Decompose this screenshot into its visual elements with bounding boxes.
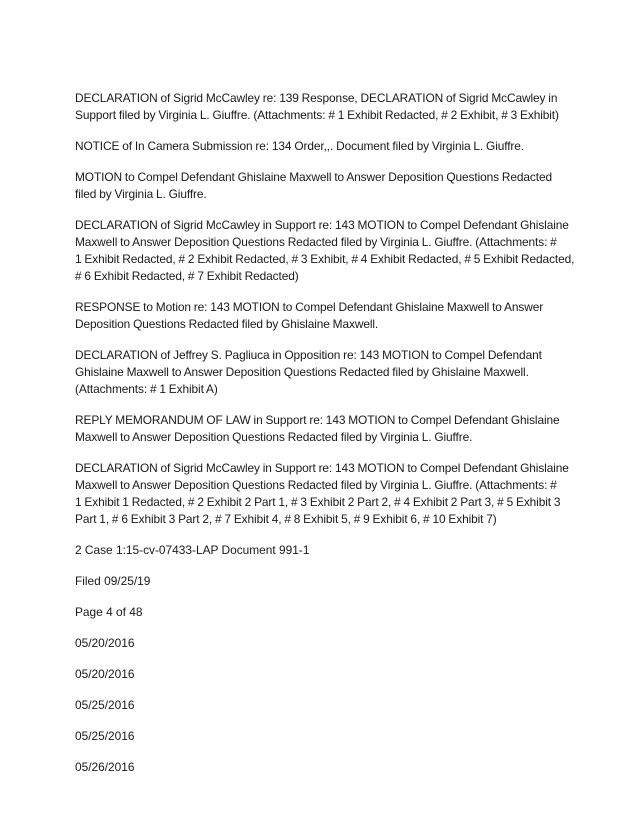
- docket-entry: [75, 299, 565, 333]
- entry-line: DECLARATION of Sigrid McCawley in Support re: 143 MOTION to Compel Defendant Ghislaine: [75, 461, 569, 475]
- entry-line: Ghislaine Maxwell to Answer Deposition Questions Redacted filed by Ghislaine Maxwell.: [75, 365, 529, 379]
- entry-line: MOTION to Compel Defendant Ghislaine Maxwell to Answer Deposition Questions Redacted: [75, 170, 553, 184]
- entry-line: DECLARATION of Jeffrey S. Pagliuca in Opposition re: 143 MOTION to Compel Defendant: [75, 348, 542, 362]
- entry-date: 05/25/2016: [75, 729, 135, 743]
- entry-line: Support filed by Virginia L. Giuffre. (Attachments: # 1 Exhibit Redacted, # 2 Exhibit, # 3 Exhibit): [75, 108, 559, 122]
- case-header: 2 Case 1:15-cv-07433-LAP Document 991-1: [75, 543, 310, 557]
- docket-entry: [75, 460, 569, 528]
- entry-line: REPLY MEMORANDUM OF LAW in Support re: 143 MOTION to Compel Defendant Ghislaine: [75, 413, 560, 427]
- entry-line: 1 Exhibit 1 Redacted, # 2 Exhibit 2 Part 1, # 3 Exhibit 2 Part 2, # 4 Exhibit 2 Part 3, # 5 Exhibit 3: [75, 495, 561, 509]
- entry-line: filed by Virginia L. Giuffre.: [75, 187, 207, 201]
- docket-entry: [75, 138, 565, 155]
- entry-date: 05/26/2016: [75, 760, 135, 774]
- entry-line: Maxwell to Answer Deposition Questions Redacted filed by Virginia L. Giuffre. (Attachments: #: [75, 478, 557, 492]
- docket-entry: [75, 347, 565, 398]
- entry-line: (Attachments: # 1 Exhibit A): [75, 382, 218, 396]
- page-number: Page 4 of 48: [75, 605, 143, 619]
- entry-line: Part 1, # 6 Exhibit 3 Part 2, # 7 Exhibit 4, # 8 Exhibit 5, # 9 Exhibit 6, # 10 Exhibit 7): [75, 512, 497, 526]
- docket-entry: [75, 217, 575, 285]
- entry-line: 1 Exhibit Redacted, # 2 Exhibit Redacted, # 3 Exhibit, # 4 Exhibit Redacted, # 5 Exhibit Redacted,: [75, 252, 575, 266]
- docket-content: [75, 90, 575, 790]
- filed-date: Filed 09/25/19: [75, 574, 151, 588]
- entry-line: DECLARATION of Sigrid McCawley re: 139 Response, DECLARATION of Sigrid McCawley in: [75, 91, 558, 105]
- docket-entry: [75, 412, 565, 446]
- entry-line: # 6 Exhibit Redacted, # 7 Exhibit Redacted): [75, 269, 299, 283]
- entry-line: Deposition Questions Redacted filed by Ghislaine Maxwell.: [75, 317, 379, 331]
- entry-line: NOTICE of In Camera Submission re: 134 Order,,. Document filed by Virginia L. Giuffre.: [75, 139, 525, 153]
- entry-date: 05/25/2016: [75, 698, 135, 712]
- docket-entry: [75, 90, 565, 124]
- entry-line: DECLARATION of Sigrid McCawley in Support re: 143 MOTION to Compel Defendant Ghislaine: [75, 218, 569, 232]
- entry-line: Maxwell to Answer Deposition Questions Redacted filed by Virginia L. Giuffre.: [75, 430, 473, 444]
- entry-line: RESPONSE to Motion re: 143 MOTION to Compel Defendant Ghislaine Maxwell to Answer: [75, 300, 544, 314]
- docket-entry: [75, 169, 565, 203]
- entry-line: Maxwell to Answer Deposition Questions Redacted filed by Virginia L. Giuffre. (Attachments: #: [75, 235, 557, 249]
- entry-date: 05/20/2016: [75, 667, 135, 681]
- entry-date: 05/20/2016: [75, 636, 135, 650]
